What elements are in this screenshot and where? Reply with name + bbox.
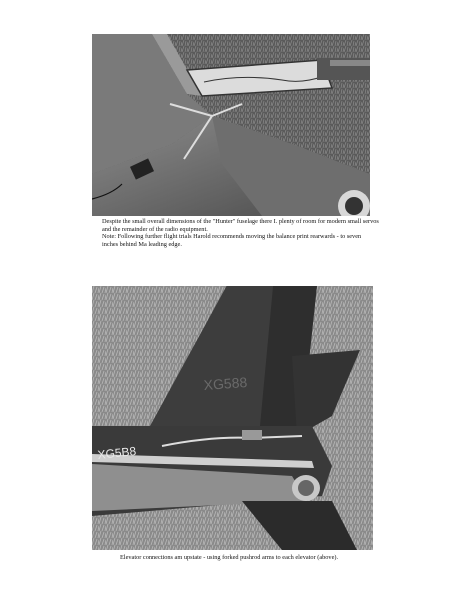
fuselage-photo-graphic [92,34,370,216]
tail-photo-graphic [92,286,373,550]
caption-line: Despite the small overall dimensions of the "Hunter" fuselage there I. plenty of room for modern small servos [102,218,379,225]
caption-note-line: inches behind Ma leading edge. [102,240,182,248]
fuselage-serial-marking: XG5B8 [96,444,137,462]
caption-line: and the remainder of the radio equipment. [102,225,208,233]
caption-elevator-connections: Elevator connections am upstate - using forked pushrod arms to each elevator (above). [120,554,339,561]
fin-serial-marking: XG588 [203,373,248,393]
caption-note-line: Note: Following further flight trials Harold recommends moving the balance print rearwards - to seven [102,233,362,241]
photo-fuselage-wing-root [92,34,370,216]
photo-tail-fin [92,286,373,550]
caption-radio-equipment [102,218,379,248]
